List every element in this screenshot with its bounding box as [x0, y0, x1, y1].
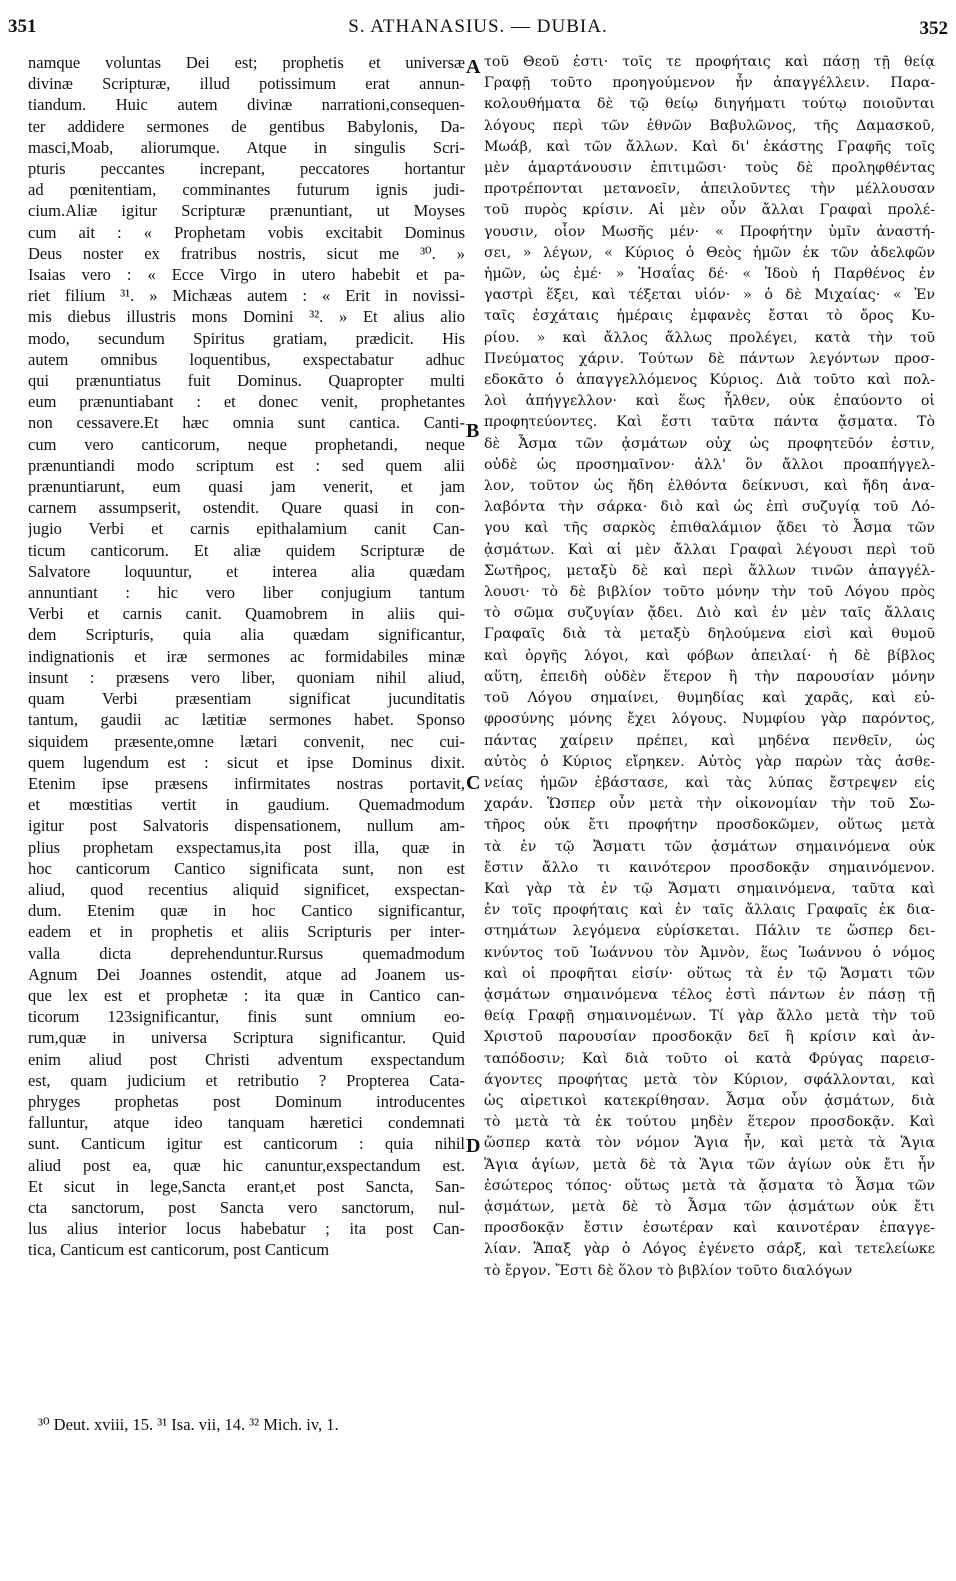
latin-text-line: siquidem præsente,omne lætari convenit, nec cui-: [28, 731, 465, 751]
greek-text-line: τῆρος οὐκ ἔτι προφήτην προσδοκῶμεν, οὕτως μετὰ: [484, 817, 935, 834]
latin-text-line: eum prænuntiabant : et donec venit, prophetantes: [28, 392, 465, 412]
section-marker-a: A: [466, 56, 481, 78]
greek-text-line: αὐτὸς ὁ Κύριος εἴρηκεν. Αὐτὸς γὰρ παρὼν τὰς ἀσθε-: [484, 753, 935, 770]
greek-text-line: Σωτῆρος, μεταξὺ δὲ καὶ περὶ ἄλλων τινῶν ἀπαγγέλ-: [484, 562, 935, 579]
greek-text-line: νείας ἡμῶν ἐβάστασε, καὶ τὰς λύπας ἔστρεψεν εἰς: [484, 774, 935, 791]
greek-text-line: ἐν τοῖς προφήταις καὶ ἐν ταῖς ἄλλαις Γραφαῖς ἐκ δια-: [484, 902, 935, 919]
latin-text-line: enim aliud post Christi adventum exspectandum: [28, 1049, 465, 1069]
greek-text-line: γουσιν, οἷον Μωσῆς μέν· « Προφήτην ὑμῖν ἀναστή-: [484, 223, 935, 240]
latin-text-line: riet filium ³¹. » Michæas autem : « Erit in novissi-: [28, 286, 465, 306]
latin-text-line: lus alius interior locus habebatur ; ita post Can-: [28, 1219, 465, 1239]
latin-text-line: plius prophetam exspectamus,ita post illa, quæ in: [28, 837, 465, 857]
section-marker-b: B: [466, 420, 480, 442]
greek-text-line: λον, τοῦτον ὡς ἤδη ἐλθόντα δείκνυσι, καὶ ἤδη ἀνα-: [484, 478, 935, 495]
greek-text-line: γου καὶ τῆς σαρκὸς ἐπιθαλάμιον ᾄδει τὸ Ἆσμα τῶν: [484, 520, 935, 537]
latin-text-line: aliud post ea, quæ hic canuntur,exspectandum est.: [28, 1155, 465, 1175]
greek-text-line: γαστρὶ ἕξει, καὶ τέξεται υἱόν· » ὁ δὲ Μιχαίας· « Ἐν: [484, 287, 935, 304]
latin-text-line: Et sicut in lege,Sancta erant,et post Sancta, San-: [28, 1176, 465, 1196]
latin-text-line: dum. Etenim quæ in hoc Cantico significantur,: [28, 901, 465, 921]
latin-text-line: hoc canticorum Cantico significata sunt, non est: [28, 858, 465, 878]
greek-text-line: ὡς αἱρετικοὶ κατεκρίθησαν. Ἆσμα οὖν ᾀσμάτων, διὰ: [484, 1092, 935, 1109]
latin-text-line: est, quam judicium et retributio ? Propterea Cata-: [28, 1070, 465, 1090]
latin-text-line: namque voluntas Dei est; prophetis et universæ: [28, 53, 465, 72]
latin-text-line: quam Verbi præsentiam significat jucunditatis: [28, 689, 465, 709]
latin-text-line: non cessavere.Et hæc omnia sunt cantica. Canti-: [28, 413, 465, 433]
greek-text-line: ᾀσμάτων. Καὶ αἱ μὲν ἄλλαι Γραφαὶ λέγουσι περὶ τοῦ: [484, 541, 935, 558]
latin-text-line: autem omnibus loquentibus, exspectabatur adhuc: [28, 349, 465, 369]
greek-text-line: καὶ ὀργῆς λόγοι, καὶ φόβων ἀπειλαί· ἡ δὲ βίβλος: [484, 647, 935, 664]
latin-text-line: Isaias vero : « Ecce Virgo in utero habebit et pa-: [28, 265, 465, 285]
latin-text-line: indignationis et iræ sermones ac formidabiles minæ: [28, 646, 465, 666]
latin-column: [28, 52, 465, 1261]
latin-text-line: igitur post Salvatoris dispensationem, nullum am-: [28, 816, 465, 836]
latin-text-line: Deus noster ex fratribus nostris, sicut me ³⁰. »: [28, 243, 465, 263]
greek-text-line: λοὶ ἀπήγγελλον· καὶ ἕως ἦλθεν, οὐκ ἐπαύοντο οἱ: [484, 393, 935, 410]
latin-text-line: dem Scripturis, quia alia quædam significantur,: [28, 625, 465, 645]
latin-text-line: ticorum 123significantur, finis sunt omnium eo-: [28, 1007, 465, 1027]
greek-text-line: προφητεύοντες. Καὶ ἔστι ταῦτα πάντα ᾄσματα. Τὸ: [484, 414, 935, 431]
latin-text-line: mis diebus illustris mons Domini ³². » Et alius alio: [28, 307, 465, 327]
latin-text-line: cum vero canticorum, neque prophetandi, neque: [28, 434, 465, 454]
greek-text-line: ὥσπερ κατὰ τὸν νόμον Ἅγια ἦν, καὶ μετὰ τὰ Ἅγια: [484, 1135, 935, 1152]
greek-text-line: σει, » λέγων, « Κύριος ὁ Θεὸς ἡμῶν ἐκ τῶν ἀδελφῶν: [484, 244, 935, 261]
latin-text-line: cium.Aliæ igitur Scripturæ prænuntiant, ut Moyses: [28, 201, 465, 221]
greek-text-line: οὐδὲ ὡς προσημαῖνον· ἀλλ' ὃν ἄλλοι προαπήγγελ-: [484, 456, 935, 473]
greek-text-line: Ἅγια ἁγίων, μετὰ δὲ τὰ Ἅγια τῶν ἁγίων οὐκ ἔτι ἦν: [484, 1156, 935, 1173]
greek-text-line: τοῦ πυρὸς κρίσιν. Αἱ μὲν οὖν ἄλλαι Γραφαὶ προλέ-: [484, 202, 935, 219]
latin-text-line: eadem et in prophetis et aliis Scripturis per inter-: [28, 922, 465, 942]
section-marker-c: C: [466, 772, 481, 794]
greek-text-line: τοῦ Θεοῦ ἐστι· τοῖς τε προφήταις καὶ πάσῃ τῇ θείᾳ: [484, 54, 935, 70]
latin-text-line: Etenim ipse præsens infirmitates nostras portavit,: [28, 773, 465, 793]
greek-text-line: κολουθήματα δὲ τῷ θείῳ διηγήματι τούτῳ ποιοῦνται: [484, 96, 935, 113]
latin-text-line: cta sanctorum, post Sancta vero sanctorum, nul-: [28, 1197, 465, 1217]
latin-text-line: et mœstitias vertit in gaudium. Quemadmodum: [28, 795, 465, 815]
greek-text-line: ταῖς ἐσχάταις ἡμέραις ἐμφανὲς ἔσται τὸ ὄρος Κυ-: [484, 308, 935, 325]
greek-text-line: πάντας χαίρειν πρέπει, καὶ μηδένα πενθεῖν, ὡς: [484, 732, 935, 749]
latin-text-line: cum ait : « Prophetam vobis excitabit Dominus: [28, 222, 465, 242]
latin-text-line: divinæ Scripturæ, illud potissimum erat annun-: [28, 74, 465, 94]
latin-text-line: Agnum Dei Joannes ostendit, atque ad Joanem us-: [28, 964, 465, 984]
latin-text-line: jugio Verbi et carnis epithalamium canit Can-: [28, 519, 465, 539]
latin-text-line: tiandum. Huic autem divinæ narrationi,consequen-: [28, 95, 465, 115]
latin-text-line: Verbi et carnis canit. Quamobrem in aliis qui-: [28, 604, 465, 624]
greek-text-line: Πνεύματος χάριν. Τούτων δὲ πάντων λεγόντων προσ-: [484, 350, 935, 367]
footnotes: ³⁰ Deut. xviii, 15. ³¹ Isa. vii, 14. ³² Mich. iv, 1.: [38, 1415, 339, 1434]
latin-text-line: ter addidere sermones de gentibus Babylonis, Da-: [28, 116, 465, 136]
latin-text-line: modo, secundum Spiritus gratiam, prædicit. His: [28, 328, 465, 348]
greek-text-line: ἔστιν ἄλλο τι καινότερον προσδοκᾷν σημαινόμενον.: [484, 859, 935, 876]
greek-text-line: Γραφῇ τοῦτο προηγούμενον ἦν ἀπαγγέλλειν. Παρα-: [484, 75, 935, 92]
greek-text-line: τὸ μετὰ τὰ ἐκ τούτου μηδὲν ἕτερον προσδοκᾷν. Καὶ: [484, 1114, 935, 1131]
latin-text-line: insunt : præsens vero liber, quoniam nihil aliud,: [28, 667, 465, 687]
latin-text-line: que lex est et prophetæ : ita quæ in Cantico can-: [28, 985, 465, 1005]
greek-text-line: θείᾳ Γραφῇ σημαινομένων. Τί γὰρ ἄλλο μετὰ τὴν τοῦ: [484, 1008, 935, 1025]
latin-text-line: qui prænuntiatus fuit Dominus. Quapropter multi: [28, 371, 465, 391]
greek-text-line: Μωάβ, καὶ τῶν ἄλλων. Καὶ δι' ἑκάστης Γραφῆς τοῖς: [484, 138, 935, 155]
greek-text-line: ἡμῶν, ὡς ἐμέ· » Ἡσαΐας δέ· « Ἰδοὺ ἡ Παρθένος ἐν: [484, 266, 935, 283]
greek-text-line: λουσι· τὸ δὲ βιβλίον τοῦτο μόνην τὴν τοῦ Λόγου πρὸς: [484, 584, 935, 601]
latin-text-line: aliud, quod recentius aliquid significet, exspectan-: [28, 879, 465, 899]
greek-text-line: μὲν ἁμαρτάνουσιν ἐπιτιμῶσι· τοὺς δὲ προληφθέντας: [484, 160, 935, 177]
page-number-left: 351: [8, 16, 37, 37]
greek-text-line: λαβόντα τὴν σάρκα· διὸ καὶ ὡς ἐπὶ συζυγίᾳ τοῦ Λό-: [484, 499, 935, 516]
greek-text-line: τὰ ἐν τῷ Ἄσματι τῶν ᾀσμάτων σημαινόμενα οὐκ: [484, 838, 935, 855]
latin-text-line: sunt. Canticum igitur est canticorum : quia nihil: [28, 1134, 465, 1154]
latin-text-line: quem lugendum est : sicut et ipse Dominus dixit.: [28, 752, 465, 772]
greek-text-line: ταπόδοσιν; Καὶ διὰ τοῦτο οἱ κατὰ Φρύγας παρεισ-: [484, 1050, 935, 1067]
greek-column: [484, 52, 935, 1282]
greek-text-line: εδοκᾶτο ὁ ἀπαγγελλόμενος Κύριος. Διὰ τοῦτο καὶ πολ-: [484, 372, 935, 389]
greek-text-line: λόγους περὶ τῶν ἐθνῶν Βαβυλῶνος, τῆς Δαμασκοῦ,: [484, 117, 935, 134]
latin-text-line: prænuntiandi modo scriptum est : sed quem alii: [28, 455, 465, 475]
greek-text-line: δὲ Ἆσμα τῶν ᾀσμάτων οὐχ ὡς προφητεῦόν ἐστιν,: [484, 435, 935, 452]
greek-text-line: κνύντος τοῦ Ἰωάννου τὸν Ἀμνὸν, ἕως Ἰωάννου ὁ νόμος: [484, 944, 935, 961]
page-number-right: 352: [919, 18, 948, 39]
greek-text-line: τὸ σῶμα συζυγίαν ᾄδει. Διὸ καὶ ἐν μὲν ταῖς ἄλλαις: [484, 605, 935, 622]
greek-text-line: αὕτη, ἐπειδὴ οὐδὲν ἕτερον ἢ τὴν παρουσίαν μόνην: [484, 668, 935, 685]
greek-text-line: ᾀσμάτων, μετὰ δὲ τὸ Ἆσμα τῶν ᾀσμάτων οὐκ ἔτι: [484, 1198, 935, 1215]
latin-text-line: tantum, gaudii ac lætitiæ sermones habet. Sponso: [28, 710, 465, 730]
greek-text-line: ρίου. » καὶ ἄλλος ἄλλως προλέγει, κατὰ τὴν τοῦ: [484, 329, 935, 346]
greek-text-line: άγοντες προφήτας μετὰ τὸν Κύριον, σφάλλονται, καὶ: [484, 1071, 935, 1088]
latin-text-line: masci,Moab, aliorumque. Atque in singulis Scri-: [28, 137, 465, 157]
greek-text-line: τοῦ Λόγου σημαίνει, θυμηδίας καὶ χαρᾶς, καὶ εὐ-: [484, 690, 935, 707]
latin-text-line: tica, Canticum est canticorum, post Canticum: [28, 1240, 330, 1260]
latin-text-line: falluntur, atque ideo tanquam hæretici condemnati: [28, 1113, 465, 1133]
latin-text-line: prænuntiarunt, eum quasi jam venerit, et jam: [28, 477, 465, 497]
greek-text-line: ἐσώτερος τόπος· οὕτως μετὰ τὰ ᾄσματα τὸ Ἆσμα τῶν: [484, 1177, 935, 1194]
greek-text-line: προτρέπονται μετανοεῖν, ἀπειλοῦντες τὴν μέλλουσαν: [484, 181, 935, 198]
greek-text-line: στημάτων λεγόμενα εὑρίσκεται. Πάλιν τε ὥσπερ δει-: [484, 923, 935, 940]
greek-text-line: ᾀσμάτων σημαινόμενα τέλος ἐστὶ πάντων ἐν πάσῃ τῇ: [484, 986, 935, 1003]
page-header: [0, 16, 956, 52]
greek-text-line: χαράν. Ὥσπερ οὖν μετὰ τὴν οἰκονομίαν τὴν τοῦ Σω-: [484, 796, 935, 813]
greek-text-line: τὸ ἔργον. Ἔστι δὲ ὅλον τὸ βιβλίον τοῦτο διαλόγων: [484, 1262, 853, 1279]
greek-text-line: Χριστοῦ παρουσίαν προσδοκᾷν δεῖ ἢ κρίσιν καὶ ἀν-: [484, 1029, 935, 1046]
section-marker-d: D: [466, 1135, 481, 1157]
latin-text-line: pturis peccantes increpant, peccatores hortantur: [28, 159, 465, 179]
greek-text-line: λίαν. Ἅπαξ γὰρ ὁ Λόγος ἐγένετο σάρξ, καὶ τετελείωκε: [484, 1241, 935, 1258]
greek-text-line: καὶ οἱ προφῆται εἰσίν· οὕτως τὰ ἐν τῷ Ἄσματι τῶν: [484, 965, 935, 982]
latin-text-line: carnem assumpserit, ostendit. Quare quasi in con-: [28, 498, 465, 518]
greek-text-line: φροσύνης μόνης ἔχει λόγους. Νυμφίου γὰρ παρόντος,: [484, 711, 935, 728]
latin-text-line: phryges prophetas post Dominum introducentes: [28, 1091, 465, 1111]
greek-text-line: Γραφαῖς διὰ τὰ μεταξὺ δηλούμενα εἰσὶ καὶ θυμοῦ: [484, 626, 935, 643]
greek-text-line: προσδοκᾷν ἔστιν ἐσωτέραν καὶ καινοτέραν ἐπαγγε-: [484, 1220, 935, 1237]
greek-text-line: Καὶ γὰρ τὰ ἐν τῷ Ἄσματι σημαινόμενα, ταῦτα καὶ: [484, 880, 935, 897]
latin-text-line: annuntiant : hic vero liber conjugium tantum: [28, 583, 465, 603]
latin-text-line: Salvatore loquuntur, et interea alia quædam: [28, 561, 465, 581]
latin-text-line: ticum canticorum. Et aliæ quidem Scripturæ de: [28, 540, 465, 560]
latin-text-line: ad pœnitentiam, comminantes futurum ignis judi-: [28, 180, 465, 200]
latin-text-line: valla dicta deprehenduntur.Rursus quemadmodum: [28, 943, 465, 963]
running-title: S. ATHANASIUS. — DUBIA.: [348, 16, 608, 37]
latin-text-line: rum,quæ in universa Scriptura significantur. Quid: [28, 1028, 465, 1048]
